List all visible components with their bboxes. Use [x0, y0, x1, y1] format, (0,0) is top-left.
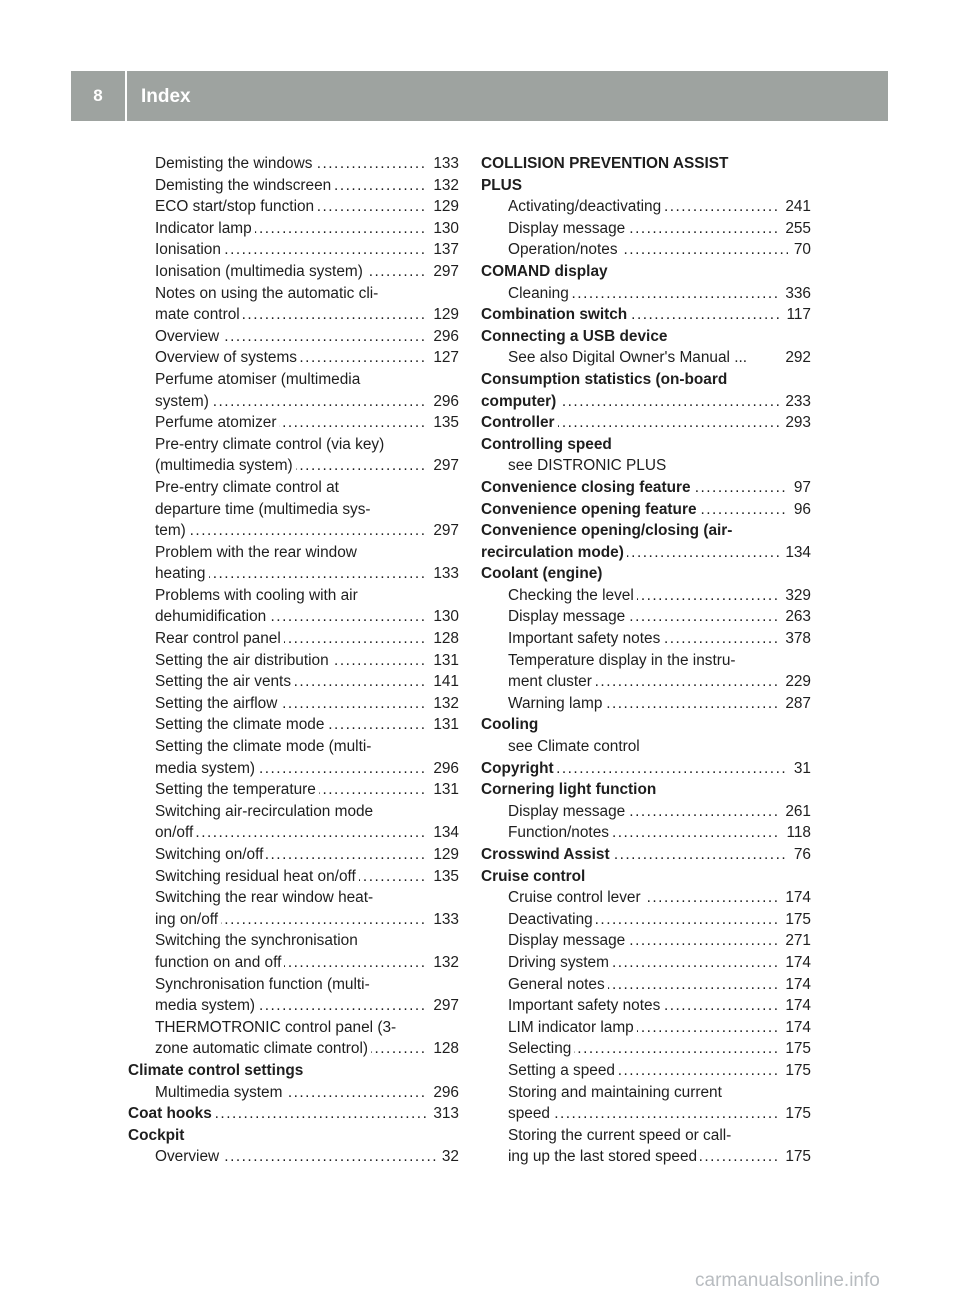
page-reference[interactable]: 336 [779, 283, 811, 305]
page-reference[interactable]: 127 [427, 347, 459, 369]
entry-label: Problems with cooling with air [155, 586, 358, 604]
entry-label: Indicator lamp [155, 220, 255, 237]
entry-label: LIM indicator lamp [508, 1019, 637, 1036]
page-reference[interactable]: 134 [779, 542, 811, 564]
entry-label: See also Digital Owner's Manual ... [508, 349, 750, 366]
entry-label: speed [508, 1105, 553, 1122]
entry-label: Demisting the windows [155, 155, 315, 172]
entry-label: Switching on/off [155, 846, 266, 863]
entry-label: Ionisation [155, 241, 224, 258]
entry-label: media system) [155, 760, 258, 777]
page-reference[interactable]: 129 [427, 844, 459, 866]
index-subentry-text [128, 585, 459, 607]
page-reference[interactable]: 329 [779, 585, 811, 607]
entry-label: Coat hooks [128, 1105, 215, 1122]
page-reference[interactable]: 133 [427, 563, 459, 585]
page-reference[interactable]: 137 [427, 239, 459, 261]
index-subentry-text [128, 477, 459, 499]
index-column-left [128, 153, 459, 1168]
index-subentry [481, 1060, 811, 1082]
index-subentry [481, 671, 811, 693]
page-reference[interactable]: 141 [427, 671, 459, 693]
page-reference[interactable]: 97 [788, 477, 811, 499]
index-subentry [128, 1146, 459, 1168]
entry-label: Setting the climate mode [155, 716, 327, 733]
index-entry [128, 1103, 459, 1125]
index-subentry [481, 585, 811, 607]
entry-label: Cooling [481, 716, 539, 734]
page-reference[interactable]: 132 [427, 693, 459, 715]
entry-label: Problem with the rear window [155, 543, 357, 561]
index-subentry [128, 563, 459, 585]
entry-label: Setting the temperature [155, 781, 319, 798]
page-reference[interactable]: 229 [779, 671, 811, 693]
entry-label: Pre-entry climate control at [155, 478, 339, 496]
entry-label: Overview of systems [155, 349, 300, 366]
entry-label: COLLISION PREVENTION ASSIST [481, 155, 729, 172]
page-reference[interactable]: 117 [780, 304, 811, 326]
entry-label: Cornering light function [481, 781, 657, 799]
index-subentry [128, 153, 459, 175]
index-subentry [128, 995, 459, 1017]
index-subentry-text [128, 1017, 459, 1039]
entry-label: Warning lamp [508, 695, 605, 712]
entry-label: dehumidification [155, 608, 269, 625]
index-subentry [128, 196, 459, 218]
index-subentry [481, 822, 811, 844]
entry-label: Display message [508, 608, 628, 625]
entry-label: computer) [481, 393, 559, 410]
index-heading [481, 326, 811, 348]
entry-label: Display message [508, 932, 628, 949]
page-reference[interactable]: 131 [427, 650, 459, 672]
entry-label: Overview [155, 328, 222, 345]
entry-label: Copyright [481, 760, 557, 777]
index-heading [481, 714, 811, 736]
entry-label: Cruise control [481, 867, 586, 885]
index-subentry [128, 693, 459, 715]
page-reference[interactable]: 296 [427, 326, 459, 348]
index-subentry [481, 909, 811, 931]
entry-label: Storing the current speed or call- [508, 1126, 732, 1144]
index-subentry [481, 952, 811, 974]
index-subentry-text [128, 887, 459, 909]
index-subentry [128, 671, 459, 693]
index-subentry [128, 909, 459, 931]
entry-label: Controller [481, 414, 558, 431]
entry-label: Activating/deactivating [508, 198, 664, 215]
index-subentry [481, 887, 811, 909]
page-reference[interactable]: 31 [788, 758, 811, 780]
entry-label: COMAND display [481, 262, 608, 280]
entry-label: Controlling speed [481, 435, 612, 453]
entry-label: function on and off [155, 954, 284, 971]
page-reference[interactable]: 292 [779, 347, 811, 369]
index-heading [128, 1060, 459, 1082]
index-subentry [128, 628, 459, 650]
index-subentry [481, 1038, 811, 1060]
page-reference[interactable]: 131 [427, 714, 459, 736]
entry-label: ing on/off [155, 911, 221, 928]
page-reference[interactable]: 271 [779, 930, 811, 952]
index-subentry [128, 239, 459, 261]
page-reference[interactable]: 135 [427, 866, 459, 888]
page-reference[interactable]: 255 [779, 218, 811, 240]
entry-label: Setting a speed [508, 1062, 618, 1079]
index-subentry [481, 930, 811, 952]
entry-label: Switching air-recirculation mode [155, 802, 374, 820]
entry-label: Demisting the windscreen [155, 177, 334, 194]
entry-label: see Climate control [508, 738, 640, 756]
entry-label: General notes [508, 976, 608, 993]
page-title: Index [141, 86, 191, 107]
entry-label: media system) [155, 997, 258, 1014]
page-number: 8 [93, 86, 103, 105]
page-reference[interactable]: 296 [427, 758, 459, 780]
entry-label: Function/notes [508, 824, 612, 841]
entry-label: Convenience opening/closing (air- [481, 522, 733, 540]
page-reference[interactable]: 133 [427, 153, 459, 175]
page-reference[interactable]: 174 [779, 1017, 811, 1039]
page-reference[interactable]: 134 [427, 822, 459, 844]
index-entry [481, 391, 811, 413]
index-subentry-text [481, 650, 811, 672]
index-subentry [481, 283, 811, 305]
entry-label: Multimedia system [155, 1084, 285, 1101]
entry-label: Driving system [508, 954, 612, 971]
entry-label: Selecting [508, 1040, 574, 1057]
entry-label: system) [155, 393, 212, 410]
entry-label: Synchronisation function (multi- [155, 975, 370, 993]
entry-label: (multimedia system) [155, 457, 296, 474]
index-subentry-text [481, 1082, 811, 1104]
index-subentry [481, 628, 811, 650]
index-heading [128, 1125, 459, 1147]
entry-label: Pre-entry climate control (via key) [155, 435, 385, 453]
index-subentry [481, 606, 811, 628]
page-reference[interactable]: 128 [427, 628, 459, 650]
index-subentry [128, 261, 459, 283]
entry-label: Convenience closing feature [481, 479, 694, 496]
page-reference[interactable]: 296 [427, 391, 459, 413]
page-reference[interactable]: 118 [780, 822, 811, 844]
page-reference[interactable]: 96 [788, 499, 811, 521]
page-reference[interactable]: 297 [427, 520, 459, 542]
index-entry [481, 542, 811, 564]
page-reference[interactable]: 129 [427, 304, 459, 326]
index-subentry [128, 714, 459, 736]
index-subentry-text [128, 542, 459, 564]
entry-label: Convenience opening feature [481, 501, 700, 518]
page-reference[interactable]: 261 [779, 801, 811, 823]
entry-label: on/off [155, 824, 196, 841]
page-reference[interactable]: 132 [427, 952, 459, 974]
index-entry [481, 844, 811, 866]
page-reference[interactable]: 32 [436, 1146, 459, 1168]
index-subentry [481, 196, 811, 218]
index-subentry [128, 952, 459, 974]
index-column-right [481, 153, 811, 1168]
index-subentry [481, 239, 811, 261]
entry-label: Display message [508, 803, 628, 820]
index-entry [481, 499, 811, 521]
page-reference[interactable]: 378 [779, 628, 811, 650]
index-subentry-text [128, 499, 459, 521]
index-subentry [128, 606, 459, 628]
entry-label: Storing and maintaining current [508, 1083, 722, 1101]
index-subentry [128, 779, 459, 801]
index-heading [481, 434, 811, 456]
entry-label: Display message [508, 220, 628, 237]
page-reference[interactable]: 174 [779, 952, 811, 974]
page-reference[interactable]: 131 [427, 779, 459, 801]
watermark: carmanualsonline.info [695, 1270, 880, 1291]
page-header [71, 71, 888, 121]
index-heading [481, 563, 811, 585]
index-heading [481, 261, 811, 283]
index-heading [481, 153, 811, 175]
page-reference[interactable]: 135 [427, 412, 459, 434]
page-reference[interactable]: 297 [427, 995, 459, 1017]
entry-label: ment cluster [508, 673, 595, 690]
index-subentry [128, 304, 459, 326]
page-reference[interactable]: 175 [779, 1038, 811, 1060]
index-subentry [128, 844, 459, 866]
entry-label: Consumption statistics (on-board [481, 370, 728, 388]
entry-label: Coolant (engine) [481, 565, 603, 583]
page-reference[interactable]: 129 [427, 196, 459, 218]
entry-label: heating [155, 565, 209, 582]
entry-label: recirculation mode) [481, 544, 627, 561]
page-reference[interactable]: 297 [427, 261, 459, 283]
index-subentry-text [128, 930, 459, 952]
entry-label: Important safety notes [508, 997, 663, 1014]
entry-label: zone automatic climate control) [155, 1040, 371, 1057]
index-heading [481, 779, 811, 801]
entry-label: Deactivating [508, 911, 596, 928]
page-reference[interactable]: 133 [427, 909, 459, 931]
entry-label: Setting the climate mode (multi- [155, 738, 372, 756]
index-subentry-text [128, 801, 459, 823]
page-reference[interactable]: 132 [427, 175, 459, 197]
index-entry [481, 758, 811, 780]
page-reference[interactable]: 297 [427, 455, 459, 477]
index-heading [481, 520, 811, 542]
index-subentry [128, 455, 459, 477]
entry-label: Switching the synchronisation [155, 932, 358, 950]
entry-label: Setting the air vents [155, 673, 294, 690]
index-subentry [481, 974, 811, 996]
page-reference[interactable]: 175 [779, 1103, 811, 1125]
index-subentry [481, 995, 811, 1017]
entry-label: Operation/notes [508, 241, 621, 258]
page-reference[interactable]: 175 [779, 1060, 811, 1082]
entry-label: Combination switch [481, 306, 630, 323]
page-reference[interactable]: 233 [779, 391, 811, 413]
index-entry [481, 412, 811, 434]
entry-label: departure time (multimedia sys- [155, 500, 371, 518]
index-subentry [481, 693, 811, 715]
index-subentry [481, 218, 811, 240]
entry-label: Notes on using the automatic cli- [155, 284, 379, 302]
entry-label: Cruise control lever [508, 889, 644, 906]
entry-label: Temperature display in the instru- [508, 651, 736, 669]
page-reference[interactable]: 263 [779, 606, 811, 628]
index-subentry [481, 1103, 811, 1125]
entry-label: ECO start/stop function [155, 198, 317, 215]
entry-label: mate control [155, 306, 243, 323]
page-reference[interactable]: 130 [427, 218, 459, 240]
index-subentry [128, 822, 459, 844]
entry-label: Perfume atomiser (multimedia [155, 370, 361, 388]
page-reference[interactable]: 293 [779, 412, 811, 434]
index-subentry [128, 758, 459, 780]
entry-label: Cockpit [128, 1126, 185, 1144]
index-subentry [481, 1017, 811, 1039]
page-reference[interactable]: 287 [779, 693, 811, 715]
entry-label: PLUS [481, 176, 523, 194]
index-heading [481, 369, 811, 391]
entry-label: THERMOTRONIC control panel (3- [155, 1018, 397, 1036]
entry-label: tem) [155, 522, 189, 539]
index-subentry-text [128, 974, 459, 996]
entry-label: Checking the level [508, 587, 637, 604]
page-reference[interactable]: 175 [779, 909, 811, 931]
index-subentry [128, 412, 459, 434]
entry-label: Connecting a USB device [481, 327, 668, 345]
page-reference[interactable]: 76 [788, 844, 811, 866]
index-entry [481, 477, 811, 499]
entry-label: Setting the airflow [155, 695, 280, 712]
page-reference[interactable]: 175 [779, 1146, 811, 1168]
page-reference[interactable]: 128 [427, 1038, 459, 1060]
index-subentry-text [128, 283, 459, 305]
entry-label: Climate control settings [128, 1061, 304, 1079]
entry-label: ing up the last stored speed [508, 1148, 700, 1165]
index-subentry [128, 326, 459, 348]
entry-label: Crosswind Assist [481, 846, 613, 863]
index-subentry [128, 347, 459, 369]
index-subentry [481, 1146, 811, 1168]
entry-label: Cleaning [508, 285, 572, 302]
header-divider [125, 71, 127, 121]
entry-label: Ionisation (multimedia system) [155, 263, 366, 280]
page-reference[interactable]: 313 [427, 1103, 459, 1125]
page-reference[interactable]: 241 [779, 196, 811, 218]
page-reference[interactable]: 130 [427, 606, 459, 628]
index-heading [481, 866, 811, 888]
entry-label: Important safety notes [508, 630, 663, 647]
index-subentry [128, 1038, 459, 1060]
index-heading [481, 175, 811, 197]
entry-label: Perfume atomizer [155, 414, 279, 431]
page-reference[interactable]: 70 [788, 239, 811, 261]
index-subentry [481, 347, 811, 369]
index-subentry [481, 801, 811, 823]
index-subentry [128, 218, 459, 240]
index-subentry [128, 520, 459, 542]
index-subentry-text [128, 434, 459, 456]
index-subentry [128, 866, 459, 888]
page-reference[interactable]: 174 [779, 995, 811, 1017]
entry-label: Setting the air distribution [155, 652, 332, 669]
index-subentry [128, 650, 459, 672]
page-reference[interactable]: 174 [779, 887, 811, 909]
index-subentry-text [128, 736, 459, 758]
index-subentry-text [481, 455, 811, 477]
index-subentry-text [128, 369, 459, 391]
entry-label: Rear control panel [155, 630, 284, 647]
index-subentry [128, 391, 459, 413]
index-subentry [128, 1082, 459, 1104]
index-entry [481, 304, 811, 326]
index-subentry-text [481, 1125, 811, 1147]
page-reference[interactable]: 296 [427, 1082, 459, 1104]
entry-label: Overview [155, 1148, 222, 1165]
entry-label: Switching residual heat on/off [155, 868, 359, 885]
entry-label: see DISTRONIC PLUS [508, 457, 667, 475]
entry-label: Switching the rear window heat- [155, 889, 374, 907]
index-subentry-text [481, 736, 811, 758]
index-subentry [128, 175, 459, 197]
page-reference[interactable]: 174 [779, 974, 811, 996]
